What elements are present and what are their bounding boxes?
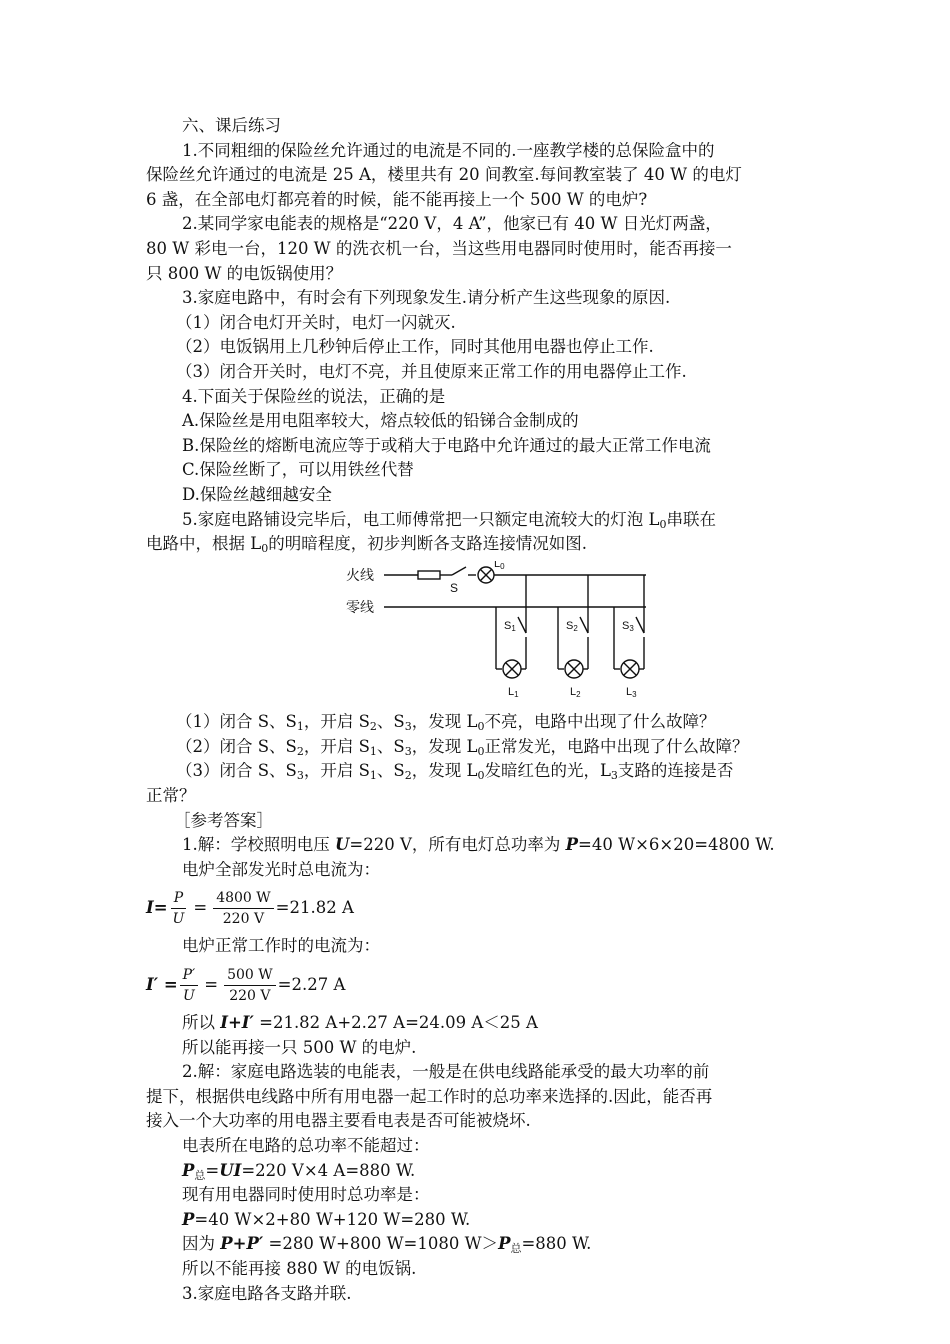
label-l0: L0 xyxy=(494,560,505,571)
label-l3: L3 xyxy=(626,685,637,699)
main-switch xyxy=(452,567,466,575)
ans2-line9: 所以不能再接 880 W 的电饭锅. xyxy=(182,1258,417,1278)
label-s2: S2 xyxy=(566,619,578,633)
label-neutral: 零线 xyxy=(346,598,374,615)
ans1-equation-2: I′ = $\frac{P'}{U}$ = $\frac{500 W}{220 V}$ =2.27 A xyxy=(146,966,346,1004)
answer-header: ［参考答案］ xyxy=(174,810,273,830)
q1-line2: 保险丝允许通过的电流是 25 A，楼里共有 20 间教室.每间教室装了 40 W 的电灯 xyxy=(146,165,742,185)
label-l2: L2 xyxy=(570,685,581,699)
q4-option-d: D.保险丝越细越安全 xyxy=(182,484,332,504)
q4-stem: 4.下面关于保险丝的说法，正确的是 xyxy=(182,386,446,406)
ans2-line6: 现有用电器同时使用时总功率是： xyxy=(182,1185,430,1205)
section-title: 六、课后练习 xyxy=(182,116,281,135)
label-s1: S1 xyxy=(504,619,516,633)
q1-line3: 6 盏，在全部电灯都亮着的时候，能不能再接上一个 500 W 的电炉? xyxy=(146,189,648,209)
ans1-line3: 电炉正常工作时的电流为： xyxy=(182,936,380,956)
ans2-line3: 接入一个大功率的用电器主要看电表是否可能被烧坏. xyxy=(146,1111,531,1131)
q4-option-a: A.保险丝是用电阻率较大，熔点较低的铅锑合金制成的 xyxy=(182,411,579,431)
q5-item-2: （2）闭合 S、$S_2$，开启 $S_1$、$S_3$，发现 $L_0$正常发光，电路中出现了什么故障？ xyxy=(176,736,749,758)
ans2-line5: $P_总=UI=220$ V×4 A=880 W. xyxy=(182,1160,416,1182)
q3-stem: 3.家庭电路中，有时会有下列现象发生.请分析产生这些现象的原因. xyxy=(182,288,671,308)
q4-option-b: B.保险丝的熔断电流应等于或稍大于电路中允许通过的最大正常工作电流 xyxy=(182,435,711,455)
fuse-symbol xyxy=(418,571,440,579)
label-live: 火线 xyxy=(346,566,374,583)
label-switch-s: S xyxy=(450,580,459,595)
q5-item-1: （1）闭合 S、$S_1$，开启 $S_2$、$S_3$，发现 $L_0$不亮，电路中出现了什么故障？ xyxy=(176,712,716,734)
ans1-line2: 电炉全部发光时总电流为： xyxy=(182,859,380,879)
ans1-line4: 所以 I+I′ =21.82 A+2.27 A=24.09 A＜25 A xyxy=(182,1013,538,1033)
q4-option-c: C.保险丝断了，可以用铁丝代替 xyxy=(182,460,414,480)
q2-line3: 只 800 W 的电饭锅使用？ xyxy=(146,263,343,283)
ans2-line8: 因为 P+P′ =280 W+800 W=1080 $W>P_总=880$ W. xyxy=(182,1234,592,1256)
ans1-line5: 所以能再接一只 500 W 的电炉. xyxy=(182,1037,417,1057)
document-page xyxy=(146,114,806,1306)
q5-line2: 电路中，根据 $L_0$的明暗程度，初步判断各支路连接情况如图. xyxy=(146,534,587,556)
ans2-line1: 2.解：家庭电路选装的电能表，一般是在供电线路能承受的最大功率的前 xyxy=(182,1062,710,1082)
q1-line1: 1.不同粗细的保险丝允许通过的电流是不同的.一座教学楼的总保险盒中的 xyxy=(182,140,715,160)
q5-item-3-cont: 正常？ xyxy=(146,786,196,806)
ans1-line1: 1.解：学校照明电压 U=220 V，所有电灯总功率为 P=40 W×6×20=4800 W. xyxy=(182,835,775,855)
q3-item-3: （3）闭合开关时，电灯不亮，并且使原来正常工作的用电器停止工作. xyxy=(176,361,687,381)
ans2-line4: 电表所在电路的总功率不能超过： xyxy=(182,1136,430,1155)
q3-item-1: （1）闭合电灯开关时，电灯一闪就灭. xyxy=(176,312,456,332)
ans1-equation-1: I= $\frac{P}{U}$ = $\frac{4800 W}{220 V}$ =21.82 A xyxy=(146,889,354,927)
q5-item-3: （3）闭合 S、$S_3$，开启 $S_1$、$S_2$，发现 $L_0$发暗红色的光，$L_3$支路的连接是否 xyxy=(176,761,734,783)
q2-line1: 2.某同学家电能表的规格是“220 V，4 A”，他家已有 40 W 日光灯两盏， xyxy=(182,214,722,234)
ans2-line2: 提下，根据供电线路中所有用电器一起工作时的总功率来选择的.因此，能否再 xyxy=(146,1086,713,1106)
circuit-diagram xyxy=(326,561,656,699)
ans2-line7: P=40 W×2+80 W+120 W=280 W. xyxy=(182,1209,471,1229)
label-s3: S3 xyxy=(622,619,634,633)
q5-line1: 5.家庭电路铺设完毕后，电工师傅常把一只额定电流较大的灯泡 $L_0$串联在 xyxy=(182,509,716,531)
ans3-line1: 3.家庭电路各支路并联. xyxy=(182,1283,352,1303)
q3-item-2: （2）电饭锅用上几秒钟后停止工作，同时其他用电器也停止工作. xyxy=(176,337,654,357)
q2-line2: 80 W 彩电一台，120 W 的洗衣机一台，当这些用电器同时使用时，能否再接一 xyxy=(146,238,732,258)
label-l1: L1 xyxy=(508,685,519,699)
